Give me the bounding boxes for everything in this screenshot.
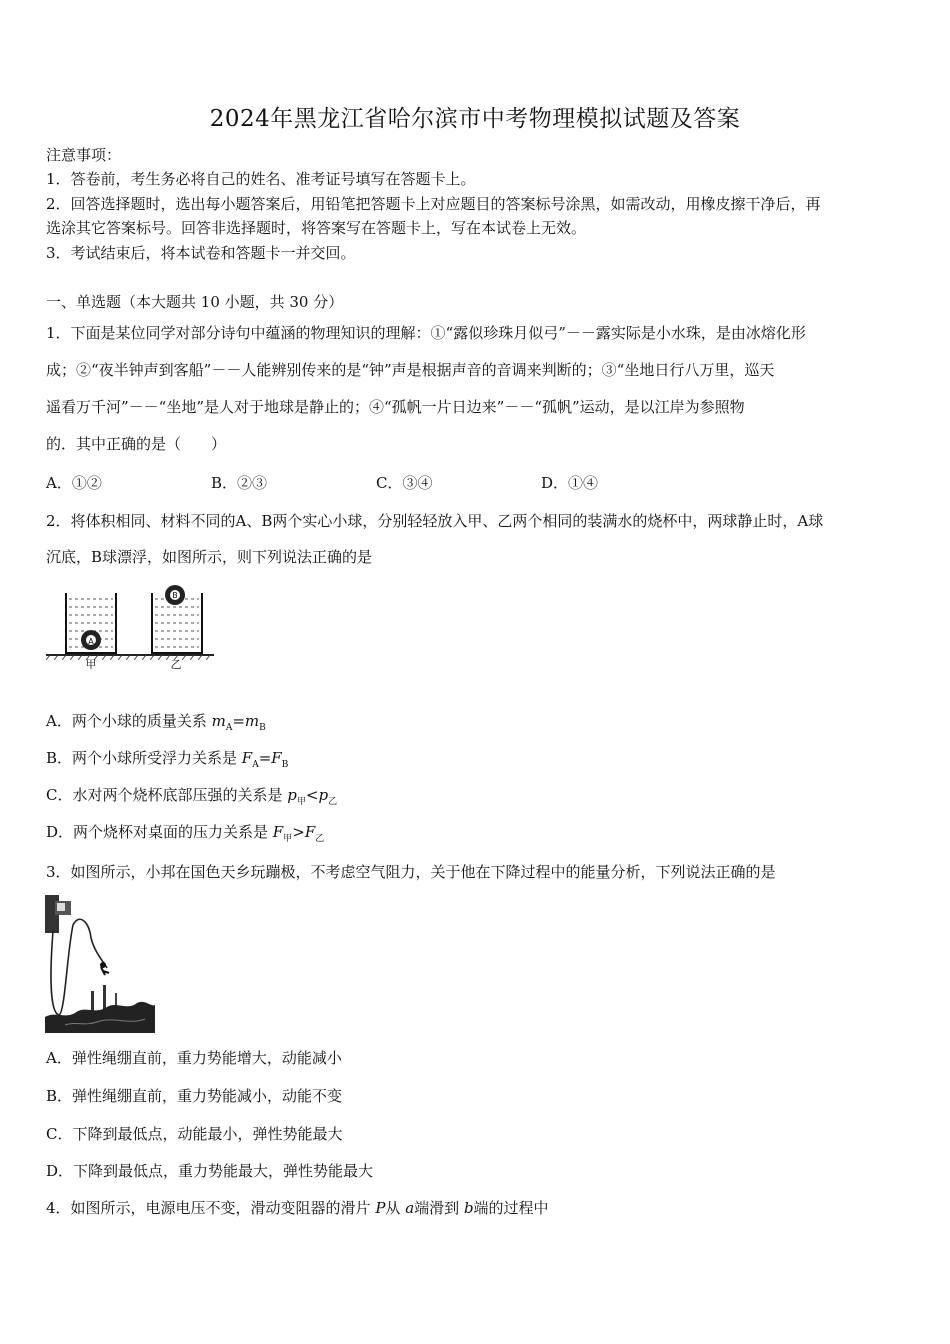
ball-b-label: B xyxy=(172,591,178,600)
option-d: D．①④ xyxy=(541,474,599,492)
question-2-text: 沉底，B球漂浮，如图所示，则下列说法正确的是 xyxy=(46,548,373,566)
option-a: A．①② xyxy=(46,474,102,492)
question-3-option-c: C．下降到最低点，动能最小，弹性势能最大 xyxy=(46,1125,343,1143)
beakers-figure xyxy=(46,585,216,670)
option-c: C．③④ xyxy=(376,474,433,492)
notice-heading: 注意事项： xyxy=(46,146,122,164)
question-1-text: 的．其中正确的是（ ） xyxy=(46,435,227,453)
question-3-option-a: A．弹性绳绷直前，重力势能增大，动能减小 xyxy=(46,1049,342,1067)
question-2-text: 2．将体积相同、材料不同的A、B两个实心小球，分别轻轻放入甲、乙两个相同的装满水的烧杯中，两球静止时，A球 xyxy=(46,512,824,530)
question-1-text: 1．下面是某位同学对部分诗句中蕴涵的物理知识的理解：①“露似珍珠月似弓”－－露实际是小水珠，是由冰熔化形 xyxy=(46,324,806,342)
page-title: 2024年黑龙江省哈尔滨市中考物理模拟试题及答案 xyxy=(209,106,741,132)
notice-item: 选涂其它答案标号。回答非选择题时，将答案写在答题卡上，写在本试卷上无效。 xyxy=(46,219,587,237)
notice-item: 3．考试结束后，将本试卷和答题卡一并交回。 xyxy=(46,244,356,262)
question-2-option-c: C．水对两个烧杯底部压强的关系是 $p_甲<p_乙$ xyxy=(46,786,338,807)
beaker-label-right: 乙 xyxy=(170,658,182,670)
question-2-option-b: B．两个小球所受浮力关系是 $F_A=F_B$ xyxy=(46,749,289,770)
question-4-text: 4．如图所示，电源电压不变，滑动变阻器的滑片 P从 a端滑到 b端的过程中 xyxy=(46,1199,549,1217)
question-3-option-d: D．下降到最低点，重力势能最大，弹性势能最大 xyxy=(46,1162,374,1180)
beaker-label-left: 甲 xyxy=(85,658,97,670)
question-3-text: 3．如图所示，小邦在国色天乡玩蹦极，不考虑空气阻力，关于他在下降过程中的能量分析，下列说法正确的是 xyxy=(46,863,776,881)
question-1-text: 遥看万千河”－－“坐地”是人对于地球是静止的；④“孤帆一片日边来”－－“孤帆”运动，是以江岸为参照物 xyxy=(46,398,745,416)
notice-item: 1．答卷前，考生务必将自己的姓名、准考证号填写在答题卡上。 xyxy=(46,170,476,188)
bungee-figure xyxy=(45,893,155,1033)
question-1-text: 成；②“夜半钟声到客船”－－人能辨别传来的是“钟”声是根据声音的音调来判断的；③“坐地日行八万里，巡天 xyxy=(46,361,775,379)
section-heading: 一、单选题（本大题共 10 小题，共 30 分） xyxy=(46,293,344,311)
notice-item: 2．回答选择题时，选出每小题答案后，用铅笔把答题卡上对应题目的答案标号涂黑，如需改动，用橡皮擦干净后，再 xyxy=(46,195,821,213)
question-2-option-d: D．两个烧杯对桌面的压力关系是 $F_甲>F_乙$ xyxy=(46,823,325,844)
question-1-options xyxy=(46,473,846,493)
question-3-option-b: B．弹性绳绷直前，重力势能减小，动能不变 xyxy=(46,1087,343,1105)
question-2-option-a: A．两个小球的质量关系 $m_A=m_B$ xyxy=(46,712,266,733)
ball-a-label: A xyxy=(88,637,94,646)
option-b: B．②③ xyxy=(211,474,268,492)
